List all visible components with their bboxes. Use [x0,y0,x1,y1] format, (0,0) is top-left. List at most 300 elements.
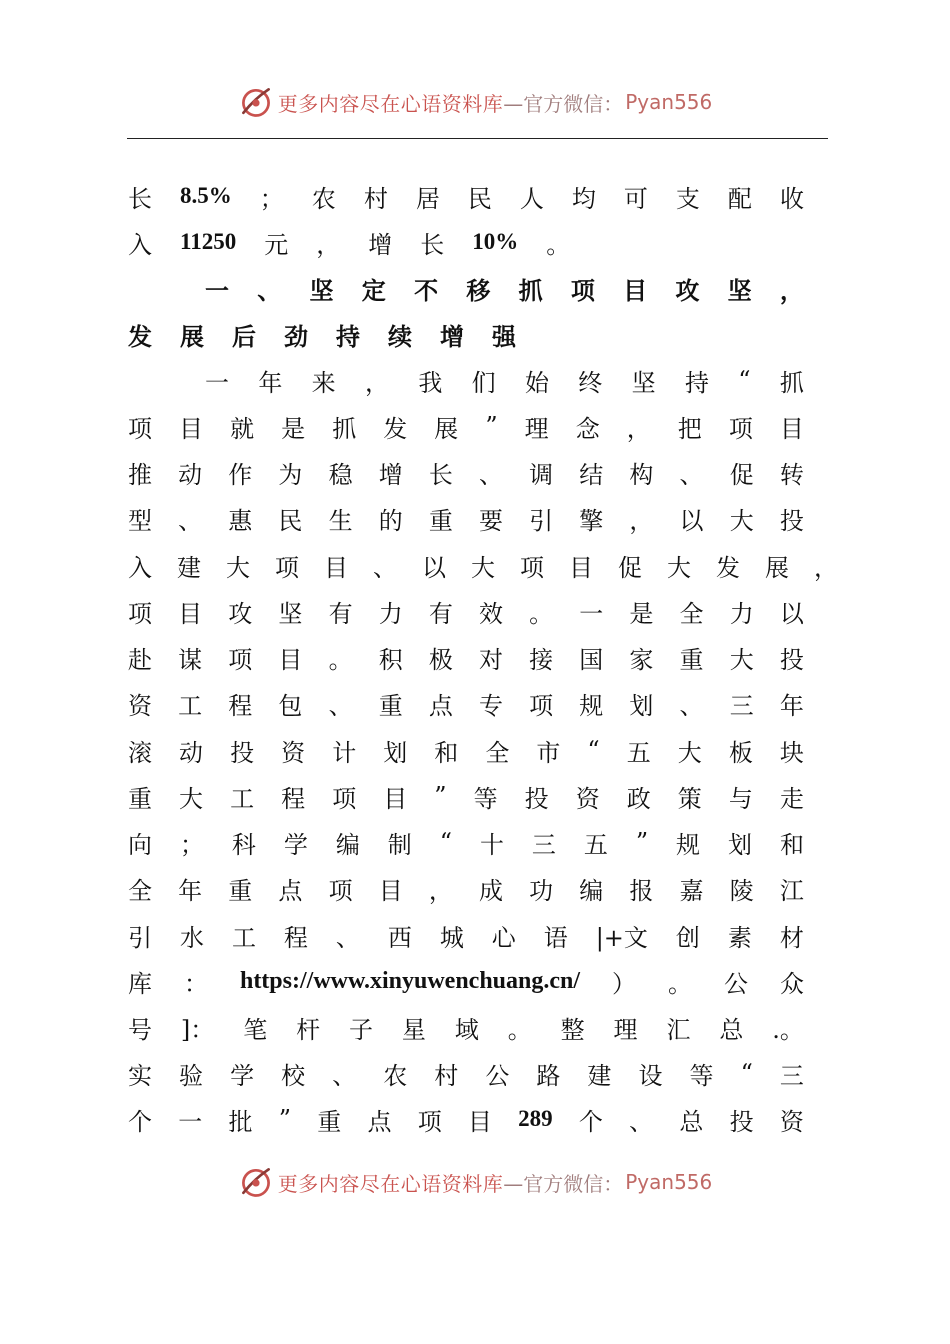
text-char: 民 [278,506,303,535]
text-char: 。 [529,599,554,628]
text-char: 实 [128,1061,152,1090]
text-char: 终 [578,368,603,397]
text-char: 坚 [309,275,334,305]
text-char: 增 [378,460,403,489]
text-char: 目 [278,645,303,674]
text-char: 年 [178,876,203,905]
text-char: 项 [728,414,753,443]
text-char: 学 [230,1061,255,1090]
text-char: 有 [428,599,453,628]
text-line [128,776,804,816]
text-char: 投 [729,1107,754,1136]
text-char: 工 [178,691,203,720]
text-char: 结 [579,460,604,489]
text-char: 们 [471,368,496,397]
banner-text-wechat: —官方微信： [503,1171,624,1196]
text-line [128,406,804,446]
text-char: 积 [378,645,403,674]
text-char: 目 [779,414,804,443]
text-char: 子 [349,1015,373,1044]
text-char: 10% [472,229,519,254]
text-char: 是 [281,414,306,443]
section-heading [128,314,544,354]
text-char: 投 [779,506,804,535]
text-char: 重 [228,876,253,905]
text-char: 大 [729,506,754,535]
text-char: 项 [520,553,544,582]
text-char: 长 [428,460,453,489]
text-char: 长 [128,184,152,213]
text-char: 不 [414,275,439,305]
text-char: 支 [675,184,700,213]
text-char: ， [626,414,651,443]
text-char: 目 [383,784,408,813]
text-line [128,868,804,908]
text-char: 动 [178,460,203,489]
text-char: 和 [779,830,804,859]
text-char: 建 [177,553,201,582]
text-char: 程 [281,784,306,813]
text-char: 一 [205,275,229,305]
text-char: 展 [434,414,459,443]
text-char: 目 [178,599,203,628]
text-char: 攻 [675,275,700,305]
text-char: 力 [729,599,754,628]
text-char: 走 [779,784,804,813]
text-char: 抓 [332,414,357,443]
text-char: 年 [258,368,283,397]
text-char: 我 [418,368,443,397]
text-char: 增 [440,321,464,351]
text-char: 、 [679,460,704,489]
text-char: 策 [677,784,702,813]
text-char: 全 [128,876,152,905]
text-char: 包 [278,691,303,720]
text-char: 目 [623,275,648,305]
section-heading [205,268,804,308]
text-line [128,961,804,1001]
text-char: 力 [378,599,403,628]
text-char: 极 [428,645,453,674]
text-char: 对 [478,645,503,674]
text-char: 大 [179,784,204,813]
text-char: 家 [629,645,654,674]
text-char: 增 [368,230,393,259]
text-char: 国 [579,645,604,674]
text-char: https://www.xinyuwenchuang.cn/ [239,967,581,994]
text-char: 学 [283,830,308,859]
text-char: 路 [536,1061,561,1090]
text-char: 促 [618,553,642,582]
text-char: 项 [228,645,253,674]
text-char: 目 [569,553,593,582]
text-char: |+文 [595,923,648,952]
text-char: 众 [779,969,804,998]
text-char: 以 [779,599,804,628]
text-char: “ [740,1059,753,1087]
text-char: 11250 [180,229,237,254]
text-char: 杆 [296,1015,321,1044]
text-char: 号 [128,1015,152,1044]
text-char: 与 [728,784,753,813]
text-char: 汇 [666,1015,691,1044]
text-char: 定 [361,275,386,305]
text-char: 以 [679,506,704,535]
text-char: 大 [471,553,495,582]
text-char: ， [364,368,389,397]
text-char: 市 [536,738,561,767]
text-char: 工 [230,784,255,813]
text-char: 政 [626,784,651,813]
banner-text-wechat: —官方微信： [503,91,624,116]
text-char: 材 [779,923,804,952]
text-char: 重 [428,506,453,535]
text-char: ， [629,506,654,535]
text-char: 重 [378,691,403,720]
text-char: 农 [383,1061,408,1090]
text-char: 的 [378,506,403,535]
text-line [128,1007,804,1047]
text-char: 大 [667,553,691,582]
text-char: 陵 [729,876,754,905]
text-char: ” [434,782,447,810]
text-char: 公 [485,1061,510,1090]
text-char: 来 [311,368,336,397]
text-char: 公 [724,969,748,998]
text-char: 型 [128,506,152,535]
text-char: 配 [727,184,752,213]
text-char: 报 [629,876,654,905]
text-char: 惠 [228,506,253,535]
text-char: 、 [679,691,704,720]
text-line [128,545,838,585]
text-char: 制 [387,830,412,859]
text-char: 动 [179,738,204,767]
text-char: 成 [478,876,503,905]
text-char: 库 [128,969,152,998]
text-line [128,637,804,677]
text-char: 资 [281,738,306,767]
text-char: 念 [575,414,600,443]
text-char: ]： [180,1015,215,1044]
text-char: 总 [719,1015,744,1044]
text-char: 引 [529,506,554,535]
text-char: 、 [373,553,397,582]
text-char: 三 [779,1061,804,1090]
text-line [128,730,804,770]
text-char: 设 [638,1061,663,1090]
text-char: 发 [128,321,152,351]
text-char: 西 [387,923,412,952]
text-char: 项 [128,599,152,628]
text-char: 289 [518,1106,553,1131]
text-char: 抓 [518,275,543,305]
text-char: 重 [317,1107,342,1136]
text-line [128,1099,804,1139]
text-char: 续 [388,321,412,351]
text-char: 展 [180,321,204,351]
text-char: .。 [772,1015,804,1044]
text-char: 功 [529,876,554,905]
text-char: 和 [434,738,459,767]
text-char: 大 [677,738,702,767]
text-char: 项 [570,275,595,305]
text-char: 推 [128,460,152,489]
text-char: “ [439,828,452,856]
text-char: 滚 [128,738,152,767]
banner-text-main: 更多内容尽在心语资料库 [277,1171,504,1196]
text-char: 农 [311,184,336,213]
text-char: 全 [485,738,510,767]
text-char: 总 [679,1107,704,1136]
text-char: 坚 [278,599,303,628]
text-char: 向 [128,830,152,859]
text-char: 入 [128,553,152,582]
text-line [205,360,804,400]
text-char: 、 [257,275,282,305]
text-char: 、 [478,460,503,489]
text-char: 元 [264,230,289,259]
text-char: 全 [679,599,704,628]
text-char: 域 [454,1015,479,1044]
text-char: 稳 [328,460,353,489]
text-char: 工 [231,923,256,952]
text-char: ） [612,969,637,998]
text-char: 项 [417,1107,442,1136]
text-char: 坚 [631,368,656,397]
text-char: 发 [383,414,408,443]
text-char: ； [179,830,204,859]
text-char: 验 [179,1061,204,1090]
text-char: 持 [336,321,360,351]
text-char: 一 [205,368,229,397]
text-char: 理 [613,1015,638,1044]
text-char: 素 [727,923,752,952]
text-char: 发 [716,553,740,582]
text-char: 构 [629,460,654,489]
banner-text-id: Pyan556 [625,1170,713,1194]
text-char: 擎 [579,506,604,535]
text-char: 调 [529,460,554,489]
text-char: 项 [529,691,554,720]
text-char: 劲 [284,321,308,351]
text-char: 个 [128,1107,152,1136]
text-char: 就 [230,414,255,443]
text-char: 大 [226,553,250,582]
text-char: 村 [434,1061,459,1090]
text-char: 语 [543,923,568,952]
text-char: 生 [328,506,353,535]
text-line [128,683,804,723]
text-char: 抓 [779,368,804,397]
text-line [128,222,598,262]
text-char: “ [738,366,751,394]
text-char: 是 [629,599,654,628]
text-char: 划 [629,691,654,720]
text-char: 赴 [128,645,152,674]
text-char: 资 [779,1107,804,1136]
text-char: 。 [328,645,353,674]
text-char: 整 [560,1015,585,1044]
text-char: 重 [679,645,704,674]
text-char: 程 [283,923,308,952]
text-char: 、 [328,691,353,720]
text-line [128,452,804,492]
text-char: 作 [228,460,253,489]
text-char: ， [779,275,804,305]
text-char: 、 [178,506,203,535]
text-char: 项 [332,784,357,813]
text-char: 划 [383,738,408,767]
text-char: 校 [281,1061,306,1090]
text-char: 投 [524,784,549,813]
text-char: 入 [128,230,152,259]
text-char: 展 [765,553,789,582]
text-char: ” [635,828,649,856]
text-char: 目 [324,553,348,582]
text-line [128,1053,804,1093]
text-char: “ [587,736,600,764]
text-char: ， [428,876,453,905]
text-char: 块 [779,738,804,767]
text-char: 民 [467,184,492,213]
text-char: 、 [629,1107,654,1136]
text-char: 划 [728,830,752,859]
text-char: 目 [378,876,403,905]
text-char: 项 [275,553,299,582]
text-char: 规 [676,830,701,859]
text-char: 笔 [243,1015,268,1044]
header-banner [0,80,950,124]
text-char: 目 [467,1107,492,1136]
text-char: 后 [232,321,256,351]
footer-banner [0,1160,950,1204]
text-char: 科 [231,830,256,859]
text-char: 、 [335,923,360,952]
text-char: 投 [779,645,804,674]
text-char: 坚 [727,275,752,305]
text-char: 点 [367,1107,392,1136]
text-char: 有 [328,599,353,628]
text-char: 收 [779,184,804,213]
text-char: 把 [677,414,702,443]
text-char: 持 [684,368,709,397]
text-char: 等 [689,1061,714,1090]
banner-text-main: 更多内容尽在心语资料库 [277,91,504,116]
brush-logo-icon [238,84,274,120]
text-char: 长 [420,230,445,259]
text-line [128,176,804,216]
text-char: 个 [578,1107,603,1136]
text-char: 编 [335,830,360,859]
banner-text-id: Pyan556 [625,90,713,114]
text-char: 批 [228,1107,253,1136]
text-char: 效 [478,599,503,628]
text-char: 为 [278,460,303,489]
text-char: 均 [571,184,596,213]
text-char: 以 [422,553,446,582]
text-char: 可 [623,184,648,213]
text-char: 星 [401,1015,426,1044]
text-char: 点 [278,876,303,905]
text-char: ” [278,1105,291,1133]
text-char: 三 [729,691,754,720]
text-char: 。 [507,1015,532,1044]
text-char: ， [316,230,341,259]
text-char: 五 [583,830,608,859]
text-char: 资 [128,691,152,720]
text-char: 一 [178,1107,203,1136]
text-char: 攻 [228,599,253,628]
text-char: 规 [579,691,604,720]
text-char: 人 [519,184,544,213]
text-char: 要 [478,506,503,535]
text-char: 居 [415,184,440,213]
text-char: 水 [179,923,204,952]
text-char: 、 [332,1061,357,1090]
text-char: 移 [466,275,491,305]
text-char: 目 [179,414,204,443]
text-char: 接 [529,645,554,674]
text-char: ” [485,412,498,440]
text-char: ， [814,553,838,582]
text-char: 资 [575,784,600,813]
text-char: 始 [524,368,549,397]
text-char: ： [183,969,208,998]
text-line [128,498,804,538]
text-char: 引 [128,923,152,952]
text-char: 投 [230,738,255,767]
text-char: 8.5% [180,183,232,208]
text-char: 建 [587,1061,612,1090]
text-char: 创 [675,923,700,952]
text-char: 一 [579,599,604,628]
text-char: 年 [779,691,804,720]
text-char: 心 [491,923,516,952]
text-char: 五 [626,738,651,767]
text-char: 嘉 [679,876,704,905]
text-char: 重 [128,784,152,813]
text-char: 三 [531,830,556,859]
text-char: 编 [579,876,604,905]
text-char: 大 [729,645,754,674]
text-char: 。 [668,969,693,998]
text-char: ； [259,184,284,213]
text-char: 项 [128,414,152,443]
brush-logo-icon [238,1164,274,1200]
text-char: 等 [473,784,498,813]
text-char: 专 [478,691,503,720]
text-char: 强 [492,321,516,351]
text-char: 江 [779,876,804,905]
text-char: 点 [428,691,453,720]
text-char: 理 [524,414,549,443]
text-char: 板 [728,738,753,767]
text-line [128,591,804,631]
text-char: 项 [328,876,353,905]
text-char: 转 [779,460,804,489]
text-char: 促 [729,460,754,489]
text-char: 。 [546,230,571,259]
text-char: 十 [479,830,504,859]
text-char: 程 [228,691,253,720]
text-char: 谋 [178,645,203,674]
text-char: 计 [332,738,357,767]
header-rule [127,138,828,139]
text-line [128,822,804,862]
text-char: 城 [439,923,464,952]
text-line [128,915,804,955]
